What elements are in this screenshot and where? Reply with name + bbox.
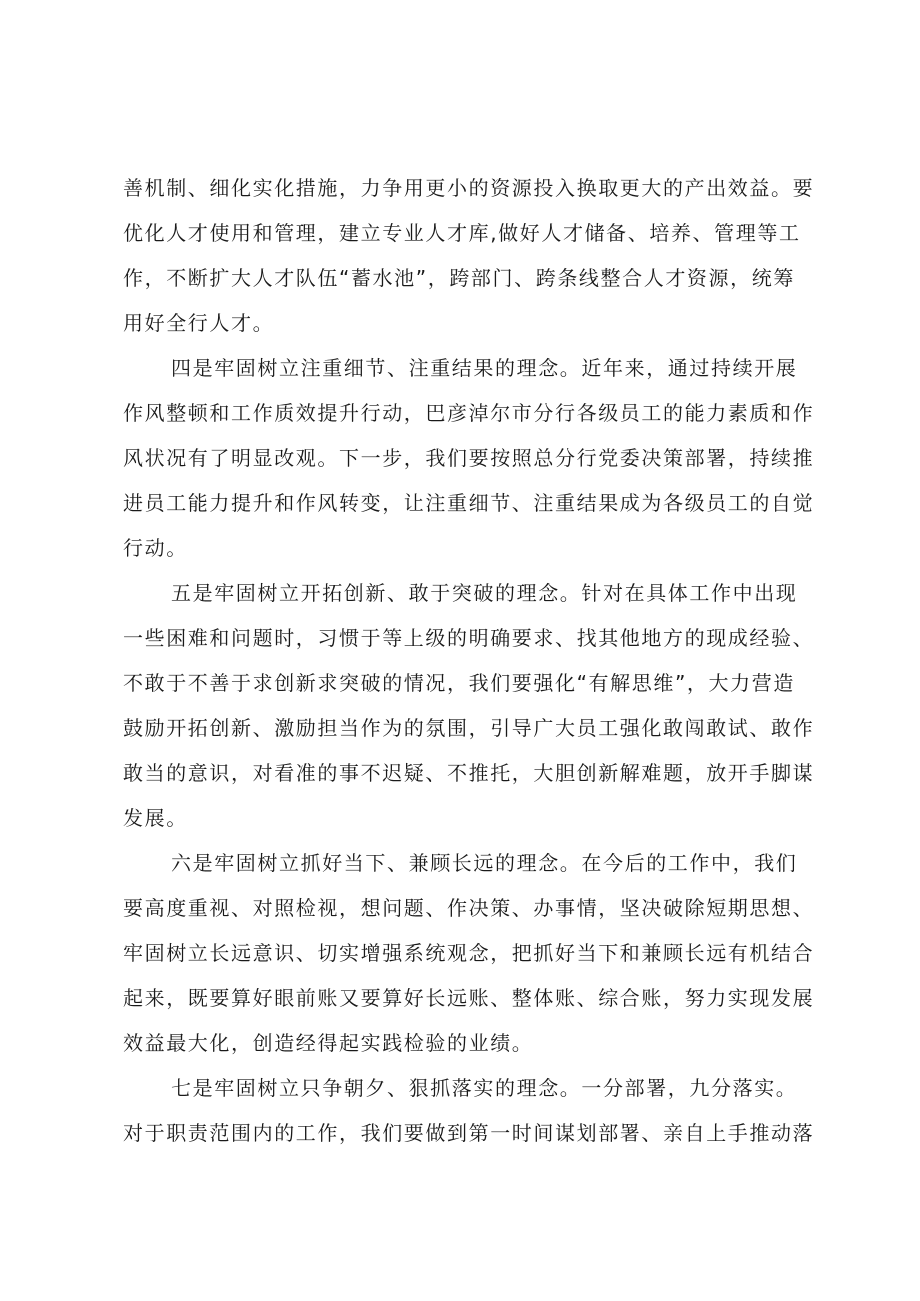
text-line: 七是牢固树立只争朝夕、狠抓落实的理念。一分部署，九分落实。: [171, 1076, 798, 1100]
text-line: 要高度重视、对照检视，想问题、作决策、办事情，坚决破除短期思想、: [123, 896, 815, 920]
text-line: 优化人才使用和管理，建立专业人才库,做好人才储备、培养、管理等工: [123, 221, 801, 245]
text-line: 牢固树立长远意识、切实增强系统观念，把抓好当下和兼顾长远有机结合: [123, 941, 815, 965]
text-line: 六是牢固树立抓好当下、兼顾长远的理念。在今后的工作中，我们: [171, 851, 798, 875]
paragraph-point-seven: [123, 1066, 813, 1156]
text-line: 行动。: [123, 536, 188, 560]
text-line: 一些困难和问题时，习惯于等上级的明确要求、找其他地方的现成经验、: [123, 626, 815, 650]
document-body: [123, 166, 813, 1156]
text-line: 敢当的意识，对看准的事不迟疑、不推托，大胆创新解难题，放开手脚谋: [123, 761, 815, 785]
text-line: 发展。: [123, 806, 188, 830]
text-line: 四是牢固树立注重细节、注重结果的理念。近年来，通过持续开展: [171, 356, 798, 380]
text-line: 用好全行人才。: [123, 311, 275, 335]
text-line: 对于职责范围内的工作，我们要做到第一时间谋划部署、亲自上手推动落: [123, 1121, 815, 1145]
text-line: 作，不断扩大人才队伍“蓄水池”，跨部门、跨条线整合人才资源，统筹: [123, 266, 795, 290]
text-line: 进员工能力提升和作风转变，让注重细节、注重结果成为各级员工的自觉: [123, 491, 815, 515]
paragraph-point-four: [123, 346, 813, 571]
text-line: 鼓励开拓创新、激励担当作为的氛围，引导广大员工强化敢闯敢试、敢作: [123, 716, 815, 740]
paragraph-point-six: [123, 841, 813, 1066]
text-line: 起来，既要算好眼前账又要算好长远账、整体账、综合账，努力实现发展: [123, 986, 815, 1010]
text-line: 效益最大化，创造经得起实践检验的业绩。: [123, 1031, 534, 1055]
text-line: 五是牢固树立开拓创新、敢于突破的理念。针对在具体工作中出现: [171, 581, 798, 605]
paragraph-point-five: [123, 571, 813, 841]
paragraph-talent: [123, 166, 813, 346]
text-line: 作风整顿和工作质效提升行动，巴彦淖尔市分行各级员工的能力素质和作: [123, 401, 815, 425]
text-line: 善机制、细化实化措施，力争用更小的资源投入换取更大的产出效益。要: [123, 176, 815, 200]
text-line: 风状况有了明显改观。下一步，我们要按照总分行党委决策部署，持续推: [123, 446, 815, 470]
text-line: 不敢于不善于求创新求突破的情况，我们要强化“有解思维”，大力营造: [123, 671, 795, 695]
